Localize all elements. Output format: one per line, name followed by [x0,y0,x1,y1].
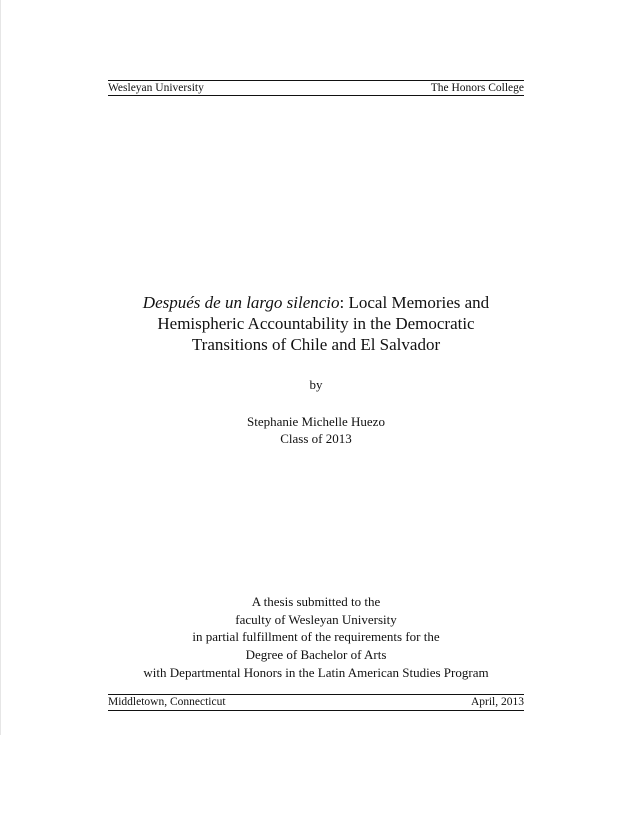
header-institution: Wesleyan University [108,82,204,94]
class-year: Class of 2013 [280,431,352,446]
thesis-title [60,292,572,355]
title-italic-part: Después de un largo silencio [142,293,340,312]
by-line: by [309,377,323,392]
statement-line: faculty of Wesleyan University [235,611,397,627]
author-block [60,413,572,447]
statement-line: A thesis submitted to the [251,594,381,609]
title-line-3: Transitions of Chile and El Salvador [191,335,441,354]
title-line-1 [60,292,572,313]
submission-statement [60,593,572,682]
statement-line: Degree of Bachelor of Arts [245,647,387,663]
page-footer [108,694,524,711]
author-name: Stephanie Michelle Huezo [247,414,385,429]
statement-line: in partial fulfillment of the requirements for the [192,629,440,645]
footer-location: Middletown, Connecticut [108,696,226,708]
statement-line: with Departmental Honors in the Latin American Studies Program [143,664,489,680]
header-college: The Honors College [430,82,524,94]
page-header [108,80,524,96]
footer-date: April, 2013 [470,696,524,708]
title-line-1-rest: : Local Memories and [339,293,490,312]
page-edge [0,0,1,735]
title-line-2: Hemispheric Accountability in the Democratic [157,314,475,333]
